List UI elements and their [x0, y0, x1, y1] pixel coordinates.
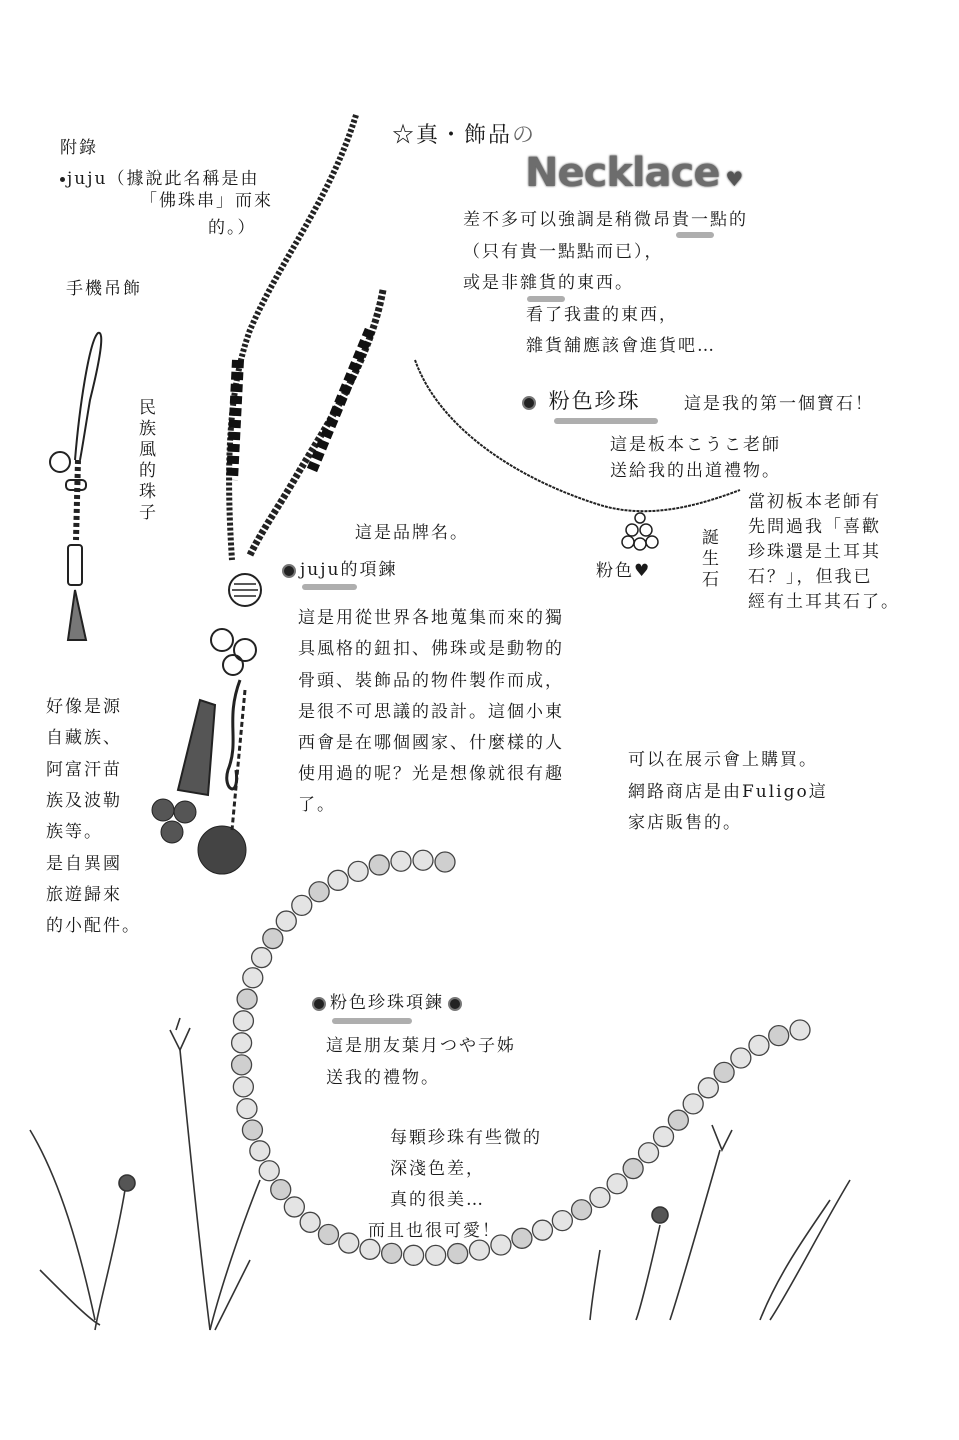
pearl-comment-line: 深淺色差， [390, 1159, 485, 1179]
brand-note: 這是品牌名。 [355, 523, 469, 543]
pearl-bead [698, 1078, 718, 1098]
pearl-necklace-title [312, 988, 466, 1019]
pearl-bead [232, 1033, 252, 1053]
pearl-bead [348, 861, 368, 881]
pearl-bead [435, 852, 455, 872]
heart-icon: ♥ [634, 561, 652, 581]
star-icon: ☆ [392, 123, 417, 148]
pearl-bead [512, 1228, 532, 1248]
pearl-bead [391, 851, 411, 871]
title-no: の [512, 123, 537, 148]
highlight-mark [554, 418, 658, 424]
pink-pearl-title [522, 386, 641, 417]
bullet-icon [282, 564, 296, 578]
ethnic-beads-label: 民族風的珠子 [135, 398, 155, 524]
origin-line: 族及波勒 [46, 791, 122, 811]
bullet-icon [60, 177, 65, 182]
story-line: 石？」，但我已 [748, 567, 873, 587]
pearl-bead [623, 1159, 643, 1179]
pearl-necklace-drawing [232, 850, 810, 1265]
pearl-bead [284, 1197, 304, 1217]
pearl-bead [328, 870, 348, 890]
story-line: 珍珠還是土耳其 [748, 542, 881, 562]
intro-line: 雜貨舖應該會進貨吧… [526, 336, 716, 356]
intro-line: 或是非雜貨的東西。 [463, 273, 634, 293]
highlight-mark [676, 232, 714, 238]
body-line: 這是用從世界各地蒐集而來的獨 [298, 608, 564, 628]
pearl-bead [639, 1143, 659, 1163]
pearl-bead [339, 1233, 359, 1253]
pearl-bead [243, 968, 263, 988]
pearl-bead [790, 1020, 810, 1040]
pearl-bead [252, 948, 272, 968]
pearl-bead [276, 911, 296, 931]
pearl-bead [668, 1110, 688, 1130]
pearl-bead [714, 1062, 734, 1082]
necklace-heading [525, 150, 742, 196]
pearl-bead [233, 1077, 253, 1097]
bullet-icon [448, 997, 462, 1011]
pearl-bead [572, 1200, 592, 1220]
title-text: 真・飾品 [416, 123, 513, 148]
juju-note-text-1: juju（據說此名稱是由 [67, 169, 260, 189]
origin-line: 好像是源 [46, 697, 122, 717]
heart-icon: ♥ [719, 167, 743, 191]
birthstone-label: 誕生石 [698, 528, 718, 591]
highlight-mark [302, 584, 357, 590]
pearl-bead [242, 1120, 262, 1140]
origin-line: 自藏族、 [46, 728, 122, 748]
pearl-gift-line: 這是朋友葉月つや子姊 [326, 1036, 516, 1056]
pearl-bead [369, 855, 389, 875]
pearl-bead [731, 1048, 751, 1068]
bullet-icon [312, 997, 326, 1011]
pearl-bead [590, 1188, 610, 1208]
pearl-bead [259, 1161, 279, 1181]
purchase-line: 家店販售的。 [628, 813, 742, 833]
pearl-comment-line: 而且也很可愛！ [368, 1221, 501, 1241]
body-line: 西會是在哪個國家、什麼樣的人 [298, 733, 564, 753]
origin-line: 旅遊歸來 [46, 885, 122, 905]
phone-strap-drawing [50, 333, 101, 640]
body-line: 是很不可思議的設計。這個小東 [298, 702, 564, 722]
origin-line: 阿富汗苗 [46, 760, 122, 780]
purchase-line: 可以在展示會上購買。 [628, 750, 818, 770]
pearl-bead [552, 1211, 572, 1231]
pearl-bead [318, 1224, 338, 1244]
pearl-bead [237, 1099, 257, 1119]
body-line: 具風格的鈕扣、佛珠或是動物的 [298, 639, 564, 659]
body-line: 了。 [298, 795, 336, 815]
intro-line: 差不多可以強調是稍微昂貴一點的 [463, 210, 748, 230]
story-line: 經有土耳其石了。 [748, 592, 900, 612]
pearl-bead [237, 989, 257, 1009]
necklace-text: Necklace [525, 150, 720, 196]
highlight-mark [332, 1018, 412, 1024]
pearl-bead [749, 1035, 769, 1055]
pearl-bead [300, 1212, 320, 1232]
pearl-bead [654, 1127, 674, 1147]
pearl-bead [607, 1174, 627, 1194]
origin-line: 族等。 [46, 822, 103, 842]
juju-note-line-3: 的。） [208, 218, 257, 238]
pearl-bead [233, 1011, 253, 1031]
pink-pearl-title-text: 粉色珍珠 [548, 389, 641, 413]
pearl-bead [413, 850, 433, 870]
pearl-bead [250, 1141, 270, 1161]
intro-line: 看了我畫的東西， [526, 305, 678, 325]
pearl-bead [769, 1026, 789, 1046]
origin-line: 的小配件。 [46, 916, 141, 936]
pearl-title-text: 粉色珍珠項鍊 [330, 993, 444, 1013]
page-title [392, 120, 536, 151]
gift-note-line: 送給我的出道禮物。 [610, 461, 781, 481]
pendant-label [596, 556, 651, 587]
pearl-comment-line: 真的很美… [390, 1190, 485, 1210]
body-line: 骨頭、裝飾品的物件製作而成， [298, 671, 564, 691]
purchase-line: 網路商店是由Fuligo這 [628, 782, 828, 802]
pearl-bead [263, 929, 283, 949]
story-line: 先問過我「喜歡 [748, 517, 881, 537]
intro-line: （只有貴一點點而已）， [463, 242, 664, 262]
origin-line: 是自異國 [46, 854, 122, 874]
gift-note-line: 這是板本こうこ老師 [610, 435, 781, 455]
pearl-gift-line: 送我的禮物。 [326, 1068, 440, 1088]
juju-necklace-title [282, 555, 397, 586]
pearl-bead [404, 1245, 424, 1265]
pink-pearl-subtitle: 這是我的第一個寶石！ [684, 394, 874, 414]
juju-title-text: juju的項鍊 [300, 560, 398, 580]
juju-note-line-2: 「佛珠串」而來 [140, 191, 273, 211]
bullet-icon [522, 396, 536, 410]
pearl-bead [292, 895, 312, 915]
pearl-comment-line: 每顆珍珠有些微的 [390, 1128, 542, 1148]
pearl-bead [532, 1220, 552, 1240]
body-line: 使用過的呢？光是想像就很有趣 [298, 764, 564, 784]
pearl-bead [309, 882, 329, 902]
phone-strap-label: 手機吊飾 [66, 279, 142, 299]
pearl-bead [271, 1180, 291, 1200]
story-line: 當初板本老師有 [748, 492, 881, 512]
pearl-bead [232, 1055, 252, 1075]
pendant-label-text: 粉色 [596, 561, 634, 581]
appendix-title: 附錄 [60, 138, 98, 158]
pearl-bead [683, 1094, 703, 1114]
pearl-bead [426, 1245, 446, 1265]
